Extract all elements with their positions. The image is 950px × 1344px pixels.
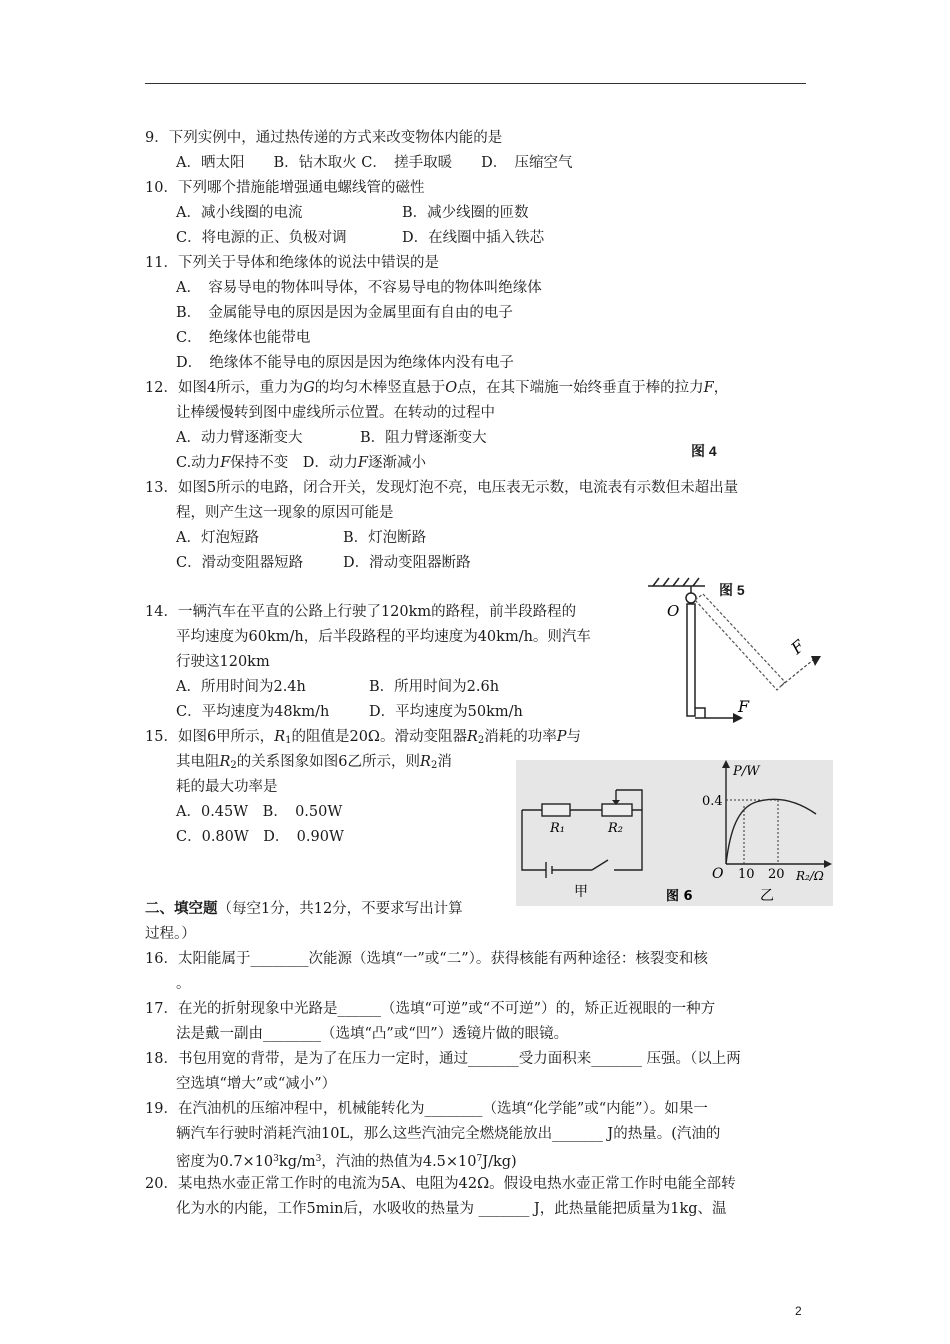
section-2-heading: 二、填空题（每空1分，共12分，不要求写出计算	[145, 900, 463, 917]
q18-line1: 18．书包用宽的背带，是为了在压力一定时，通过_______受力面积来_______ 压强。（以上两	[145, 1051, 741, 1067]
q14-option-c: C．平均速度为48km/h	[176, 704, 330, 720]
q12-stem-line2: 让棒缓慢转到图中虚线所示位置。在转动的过程中	[176, 405, 495, 421]
q13-option-b: B．灯泡断路	[343, 530, 427, 546]
q18-line2: 空选填“增大”或“减小”）	[176, 1076, 337, 1092]
q10-stem: 10．下列哪个措施能增强通电螺线管的磁性	[145, 180, 425, 196]
p-value-label: 0.4	[702, 794, 723, 809]
q19-line2: 辆汽车行驶时消耗汽油10L，那么这些汽油完全燃烧能放出_______ J的热量。(汽油的	[176, 1126, 721, 1142]
tick-10-label: 10	[738, 867, 755, 882]
q17-line1: 17．在光的折射现象中光路是______（选填“可逆”或“不可逆”）的，矫正近视眼的一种方	[145, 1001, 716, 1017]
q10-option-b: B．减少线圈的匝数	[402, 205, 529, 221]
figure-4-label: 图 4	[691, 443, 717, 459]
q11-option-b: B． 金属能导电的原因是因为金属里面有自由的电子	[176, 305, 513, 321]
q15-stem-line2: 其电阻$R_2$的关系图象如图6乙所示，则$R_2$消	[176, 754, 452, 771]
q11-stem: 11．下列关于导体和绝缘体的说法中错误的是	[145, 255, 439, 271]
lever-pivot-label: O	[667, 602, 680, 620]
q9-options: A．晒太阳 B．钻木取火 C． 搓手取暖 D． 压缩空气	[176, 155, 573, 171]
q16-line1: 16．太阳能属于________次能源（选填“一”或“二”）。获得核能有两种途径：核裂变和核	[145, 951, 708, 967]
q13-option-a: A．灯泡短路	[176, 530, 259, 546]
q12-option-b: B．阻力臂逐渐变大	[360, 430, 487, 446]
lever-force-rotated-label: F	[787, 636, 809, 658]
lever-force-label: F	[738, 697, 750, 716]
q10-option-c: C．将电源的正、负极对调	[176, 230, 347, 246]
q20-line1: 20．某电热水壶正常工作时的电流为5A、电阻为42Ω。假设电热水壶正常工作时电能全部转	[145, 1176, 736, 1192]
q13-option-c: C．滑动变阻器短路	[176, 555, 304, 571]
q14-stem-line2: 平均速度为60km/h，后半段路程的平均速度为40km/h。则汽车	[176, 629, 591, 645]
q14-option-b: B．所用时间为2.6h	[369, 679, 500, 695]
yi-label: 乙	[760, 888, 774, 904]
p-axis-label: P/W	[733, 764, 760, 779]
q11-option-c: C． 绝缘体也能带电	[176, 330, 311, 346]
q14-stem-line3: 行驶这120km	[176, 654, 270, 670]
q11-option-a: A． 容易导电的物体叫导体，不容易导电的物体叫绝缘体	[176, 280, 542, 296]
tick-20-label: 20	[768, 867, 785, 882]
q16-line2: 。	[176, 976, 191, 992]
q20-line2: 化为水的内能，工作5min后，水吸收的热量为 _______ J，此热量能把质量为1kg、温	[176, 1201, 727, 1217]
q9-stem: 9．下列实例中，通过热传递的方式来改变物体内能的是	[145, 130, 503, 146]
q13-stem: 13．如图5所示的电路，闭合开关，发现灯泡不亮，电压表无示数，电流表有示数但未超出量	[145, 480, 739, 496]
jia-label: 甲	[574, 884, 588, 900]
r2-label: R₂	[608, 821, 623, 836]
q11-option-d: D． 绝缘体不能导电的原因是因为绝缘体内没有电子	[176, 355, 514, 371]
q10-option-d: D．在线圈中插入铁芯	[402, 230, 545, 246]
figure-6-caption: 图 6	[666, 889, 693, 904]
q13-stem-line2: 程，则产生这一现象的原因可能是	[176, 505, 394, 521]
q17-line2: 法是戴一副由________（选填“凸”或“凹”）透镜片做的眼镜。	[176, 1026, 569, 1042]
q10-option-a: A．减小线圈的电流	[176, 205, 303, 221]
q15-stem-line3: 耗的最大功率是	[176, 779, 278, 795]
page-number: 2	[795, 1304, 802, 1318]
lever-figure	[645, 572, 830, 727]
q15-options-cd: C．0.80W D． 0.90W	[176, 829, 344, 845]
q13-option-d: D．滑动变阻器断路	[343, 555, 471, 571]
r1-label: R₁	[550, 821, 565, 836]
q15-options-ab: A．0.45W B． 0.50W	[176, 804, 343, 820]
q12-option-a: A．动力臂逐渐变大	[176, 430, 303, 446]
q19-line1: 19．在汽油机的压缩冲程中，机械能转化为________（选填“化学能”或“内能”）。如果一	[145, 1101, 708, 1117]
q12-option-cd: C.动力F保持不变 D．动力F逐渐减小	[176, 455, 426, 471]
q15-stem: 15．如图6甲所示，$R_1$的阻值是20Ω。滑动变阻器$R_2$消耗的功率P与	[145, 729, 582, 746]
origin-label: O	[712, 866, 724, 882]
figure-6	[516, 760, 833, 906]
q14-stem: 14．一辆汽车在平直的公路上行驶了120km的路程，前半段路程的	[145, 604, 577, 620]
q19-line3: 密度为$0.7\times 10^3kg/m^3$，汽油的热值为$4.5\times 10^7J/kg$)	[176, 1154, 517, 1170]
header-rule	[145, 83, 806, 84]
q12-stem: 12．如图4所示，重力为G的均匀木棒竖直悬于O点，在其下端施一始终垂直于棒的拉力F，	[145, 380, 729, 396]
q14-option-a: A．所用时间为2.4h	[176, 679, 306, 695]
q14-option-d: D．平均速度为50km/h	[369, 704, 523, 720]
x-axis-label: R₂/Ω	[796, 869, 824, 883]
figure-5-label: 图 5	[719, 582, 745, 598]
section-2-note: 过程。）	[145, 926, 196, 942]
